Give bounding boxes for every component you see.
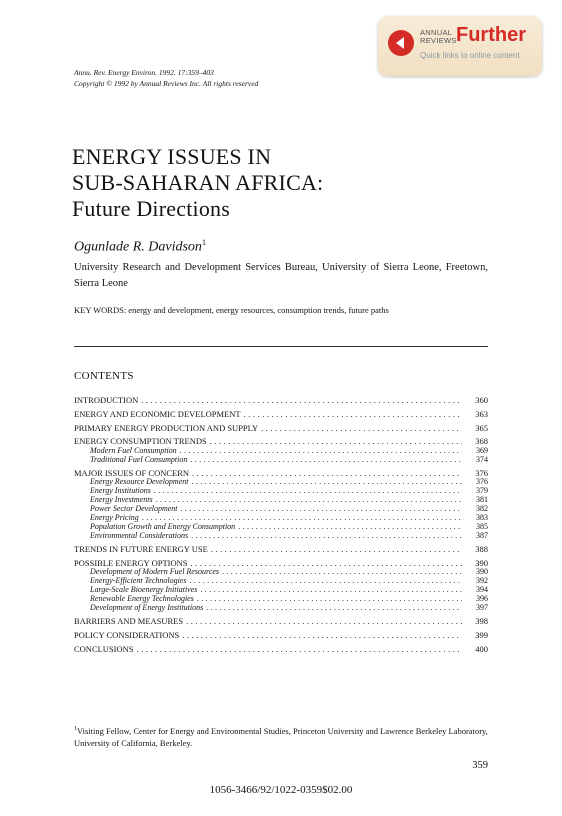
- toc-subentry[interactable]: [74, 568, 488, 577]
- toc-label: Power Sector Development: [90, 504, 178, 513]
- citation-line-2: Copyright © 1992 by Annual Reviews Inc. All rights reserved: [74, 78, 259, 88]
- toc-leader-dots: [192, 468, 462, 478]
- toc-entry[interactable]: [74, 395, 488, 405]
- toc-entry[interactable]: [74, 468, 488, 478]
- toc-page: 385: [476, 522, 488, 531]
- toc-leader-dots: [200, 586, 462, 595]
- toc-page: 387: [476, 531, 488, 540]
- toc-label: CONCLUSIONS: [74, 643, 134, 654]
- article-title: [72, 144, 323, 222]
- toc-label: Energy Investments: [90, 496, 153, 505]
- toc-leader-dots: [186, 616, 462, 626]
- footnote-mark: 1: [74, 726, 77, 732]
- divider: [74, 346, 488, 347]
- footnote: [74, 723, 488, 749]
- toc-subentry[interactable]: [74, 586, 488, 595]
- toc-section: [74, 616, 488, 626]
- toc-label: Development of Energy Institutions: [90, 603, 204, 612]
- toc-subentry[interactable]: [74, 595, 488, 604]
- toc-page: 379: [476, 487, 488, 496]
- toc-label: POLICY CONSIDERATIONS: [74, 630, 180, 641]
- toc-label: PRIMARY ENERGY PRODUCTION AND SUPPLY: [74, 422, 259, 433]
- toc-leader-dots: [156, 496, 462, 505]
- title-line-3: Future Directions: [72, 196, 230, 221]
- author-footnote-mark[interactable]: 1: [201, 238, 206, 247]
- toc-label: BARRIERS AND MEASURES: [74, 616, 184, 627]
- toc-leader-dots: [137, 644, 462, 654]
- toc-label: TRENDS IN FUTURE ENERGY USE: [74, 544, 208, 555]
- toc-leader-dots: [180, 447, 462, 456]
- doi-code: 1056-3466/92/1022-0359$02.00: [209, 784, 353, 796]
- author-name: Ogunlade R. Davidson: [74, 239, 202, 255]
- toc-leader-dots: [142, 514, 462, 523]
- keywords: KEY WORDS: energy and development, energy resources, consumption trends, future paths: [74, 305, 389, 315]
- further-badge[interactable]: [378, 16, 542, 76]
- toc-subentry[interactable]: [74, 532, 488, 541]
- title-line-1: ENERGY ISSUES IN: [72, 144, 272, 169]
- citation: [74, 68, 258, 89]
- toc-page: 398: [475, 616, 488, 627]
- annual-word: ANNUAL: [420, 28, 453, 37]
- toc-subentry[interactable]: [74, 577, 488, 586]
- toc-page: 363: [475, 408, 488, 419]
- toc-subentry[interactable]: [74, 447, 488, 456]
- toc-entry[interactable]: [74, 558, 488, 568]
- toc-subentry[interactable]: [74, 456, 488, 465]
- toc-page: 368: [475, 436, 488, 447]
- toc-page: 381: [476, 496, 488, 505]
- toc-entry[interactable]: [74, 423, 488, 433]
- toc-section: [74, 558, 488, 613]
- toc-label: ENERGY CONSUMPTION TRENDS: [74, 436, 207, 447]
- toc-leader-dots: [191, 558, 462, 568]
- toc-label: Renewable Energy Technologies: [90, 594, 194, 603]
- citation-line-1: Annu. Rev. Energy Environ. 1992. 17:359–403: [74, 68, 214, 77]
- toc-label: Energy-Efficient Technologies: [90, 577, 187, 586]
- reviews-word: REVIEWS: [420, 36, 457, 45]
- toc-page: 397: [476, 603, 488, 612]
- toc-section: [74, 395, 488, 405]
- toc-page: 365: [475, 422, 488, 433]
- toc-leader-dots: [261, 423, 462, 433]
- toc-section: [74, 409, 488, 419]
- toc-label: ENERGY AND ECONOMIC DEVELOPMENT: [74, 408, 241, 419]
- toc-leader-dots: [197, 595, 462, 604]
- page-number: 359: [472, 760, 488, 771]
- toc-page: 374: [476, 455, 488, 464]
- contents-heading: CONTENTS: [74, 370, 134, 382]
- toc-entry[interactable]: [74, 436, 488, 446]
- toc-page: 394: [476, 585, 488, 594]
- further-word: Further: [456, 24, 526, 46]
- toc-page: 390: [476, 568, 488, 577]
- toc-page: 360: [475, 395, 488, 405]
- toc-page: 369: [476, 446, 488, 455]
- toc-leader-dots: [238, 523, 462, 532]
- toc-entry[interactable]: [74, 630, 488, 640]
- toc-subentry[interactable]: [74, 523, 488, 532]
- toc-leader-dots: [182, 630, 462, 640]
- toc-label: Development of Modern Fuel Resources: [90, 568, 219, 577]
- toc-page: 382: [476, 504, 488, 513]
- toc-page: 376: [476, 478, 488, 487]
- toc-label: MAJOR ISSUES OF CONCERN: [74, 468, 190, 478]
- toc-leader-dots: [244, 409, 462, 419]
- toc-subentry[interactable]: [74, 604, 488, 613]
- toc-section: [74, 544, 488, 554]
- table-of-contents: [74, 395, 488, 658]
- toc-subentry[interactable]: [74, 496, 488, 505]
- toc-section: [74, 468, 488, 541]
- affiliation: University Research and Development Services Bureau, University of Sierra Leone, Freetown, Sierra Leone: [74, 262, 488, 289]
- toc-leader-dots: [191, 532, 462, 541]
- toc-leader-dots: [190, 456, 462, 465]
- play-arrow-icon: [388, 30, 414, 56]
- toc-label: Traditional Fuel Consumption: [90, 455, 188, 464]
- toc-page: 400: [475, 643, 488, 654]
- author: [74, 238, 206, 256]
- annual-reviews-label: [420, 29, 457, 45]
- toc-label: Energy Institutions: [90, 487, 151, 496]
- footnote-text: Visiting Fellow, Center for Energy and Environmental Studies, Princeton University and Lawrence Berkeley Laboratory, University of California, Berkeley.: [74, 725, 488, 748]
- toc-section: [74, 644, 488, 654]
- toc-leader-dots: [181, 505, 462, 514]
- toc-section: [74, 436, 488, 464]
- title-line-2: SUB-SAHARAN AFRICA:: [72, 170, 324, 195]
- toc-page: 396: [476, 594, 488, 603]
- toc-leader-dots: [154, 487, 462, 496]
- toc-label: Modern Fuel Consumption: [90, 446, 177, 455]
- toc-page: 376: [475, 468, 488, 478]
- toc-label: INTRODUCTION: [74, 395, 139, 405]
- toc-subentry[interactable]: [74, 478, 488, 487]
- toc-leader-dots: [206, 604, 462, 613]
- toc-entry[interactable]: [74, 544, 488, 554]
- toc-label: POSSIBLE ENERGY OPTIONS: [74, 557, 188, 568]
- toc-page: 390: [475, 557, 488, 568]
- toc-leader-dots: [191, 478, 462, 487]
- toc-page: 383: [476, 513, 488, 522]
- toc-entry[interactable]: [74, 409, 488, 419]
- toc-subentry[interactable]: [74, 514, 488, 523]
- toc-label: Energy Pricing: [90, 513, 139, 522]
- toc-page: 399: [475, 630, 488, 641]
- toc-label: Energy Resource Development: [90, 478, 189, 487]
- toc-entry[interactable]: [74, 644, 488, 654]
- toc-subentry[interactable]: [74, 487, 488, 496]
- toc-leader-dots: [211, 544, 462, 554]
- toc-entry[interactable]: [74, 616, 488, 626]
- toc-section: [74, 423, 488, 433]
- further-tagline: Quick links to online content: [420, 51, 520, 60]
- toc-leader-dots: [210, 436, 462, 446]
- toc-section: [74, 630, 488, 640]
- toc-leader-dots: [141, 395, 462, 405]
- toc-leader-dots: [190, 577, 463, 586]
- toc-subentry[interactable]: [74, 505, 488, 514]
- toc-label: Population Growth and Energy Consumption: [90, 522, 236, 531]
- toc-label: Environmental Considerations: [90, 531, 189, 540]
- toc-leader-dots: [222, 568, 462, 577]
- toc-page: 392: [476, 577, 488, 586]
- toc-label: Large-Scale Bioenergy Initiatives: [90, 585, 198, 594]
- toc-page: 388: [475, 544, 488, 555]
